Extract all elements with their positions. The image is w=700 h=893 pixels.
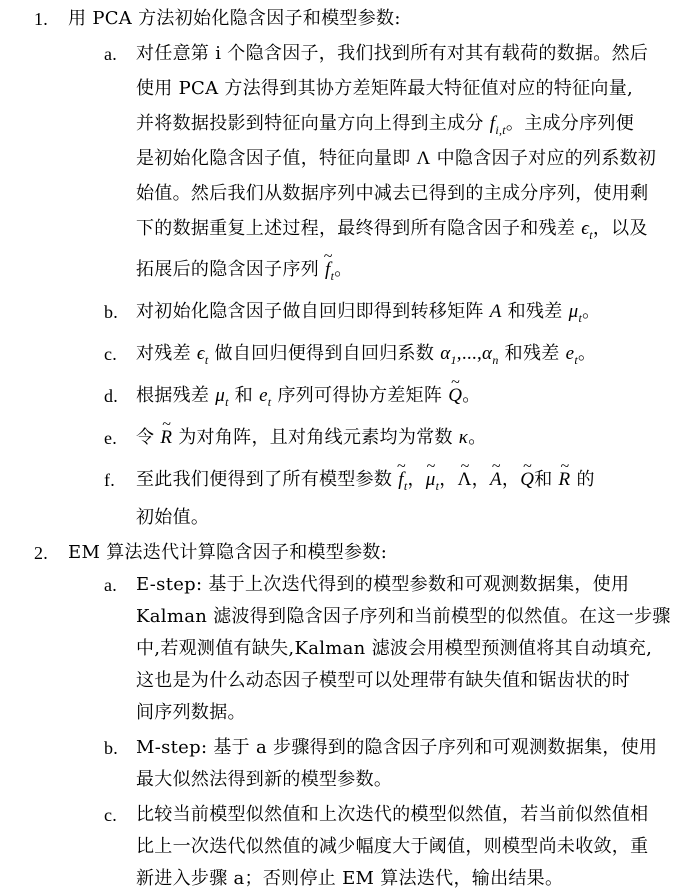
item-1-title: 用 PCA 方法初始化隐含因子和模型参数: [68, 8, 401, 29]
item-2c-letter: c. [104, 805, 118, 825]
item-1f-line-2: 初始值。 [136, 507, 210, 528]
item-2b-line-1: M-step: 基于 a 步骤得到的隐含因子序列和可观测数据集，使用 [136, 737, 658, 758]
item-2a-line-1: E-step: 基于上次迭代得到的模型参数和可观测数据集，使用 [136, 574, 630, 595]
item-2c-line-3: 新进入步骤 a；否则停止 EM 算法迭代，输出结果。 [136, 868, 564, 889]
item-2b-letter: b. [104, 738, 119, 758]
item-2a-line-3: 中,若观测值有缺失,Kalman 滤波会用模型预测值将其自动填充, [136, 638, 653, 659]
item-1d-letter: d. [104, 386, 119, 406]
item-2-number: 2. [34, 543, 49, 563]
item-1e-text: 令 ~ R 为对角阵，且对角线元素均为常数 κ。 [136, 426, 487, 450]
item-1a-line-4: 是初始化隐含因子值，特征向量即 Λ 中隐含因子对应的列系数初 [136, 148, 657, 169]
item-1a-line-5: 始值。然后我们从数据序列中减去已得到的主成分序列，使用剩 [136, 183, 649, 204]
item-2a-line-4: 这也是为什么动态因子模型可以处理带有缺失值和锯齿状的时 [136, 670, 631, 691]
item-1e-letter: e. [104, 428, 118, 448]
item-2-title: EM 算法迭代计算隐含因子和模型参数: [68, 542, 388, 563]
item-1a-line-1: 对任意第 i 个隐含因子，我们找到所有对其有载荷的数据。然后 [136, 43, 649, 64]
item-1a-line-6: 下的数据重复上述过程，最终得到所有隐含因子和残差 $\epsilon_t$，以及 [136, 218, 648, 242]
item-1a-letter: a. [104, 44, 118, 64]
item-1d-text: 根据残差 $\mu_t$ 和 $e_t$ 序列可得协方差矩阵 ~ Q。 [136, 384, 481, 414]
item-1a-line-7: 拓展后的隐含因子序列 ~ $f_t$。 [136, 258, 353, 288]
item-2c-line-1: 比较当前模型似然值和上次迭代的模型似然值，若当前似然值相 [136, 804, 649, 825]
item-2b-line-2: 最大似然法得到新的模型参数。 [136, 769, 393, 790]
item-1a-line-2: 使用 PCA 方法得到其协方差矩阵最大特征值对应的特征向量, [136, 78, 634, 99]
item-1f-line-1: 至此我们便得到了所有模型参数 ~ $f_t$，~ $\mu_t$，~ Λ，~ A，~ Q和 ~ R 的 [136, 468, 595, 498]
item-1a-line-3: 并将数据投影到特征向量方向上得到主成分 $f_{i,t}$。主成分序列便 [136, 113, 635, 137]
item-1c-text: 对残差 $\epsilon_t$ 做自回归便得到自回归系数 $\alpha_1,...,\alpha_n$ 和残差 $e_t$。 [136, 343, 597, 367]
item-1b-letter: b. [104, 302, 119, 322]
item-1c-letter: c. [104, 344, 118, 364]
item-1b-text: 对初始化隐含因子做自回归即得到转移矩阵 A 和残差 $\mu_t$。 [136, 301, 601, 325]
item-1f-letter: f. [104, 470, 116, 490]
item-2a-letter: a. [104, 575, 118, 595]
item-1-number: 1. [34, 9, 49, 29]
item-2a-line-2: Kalman 滤波得到隐含因子序列和当前模型的似然值。在这一步骤 [136, 606, 671, 627]
item-2a-line-5: 间序列数据。 [136, 702, 246, 723]
item-2c-line-2: 比上一次迭代似然值的减少幅度大于阈值，则模型尚未收敛，重 [136, 836, 649, 857]
